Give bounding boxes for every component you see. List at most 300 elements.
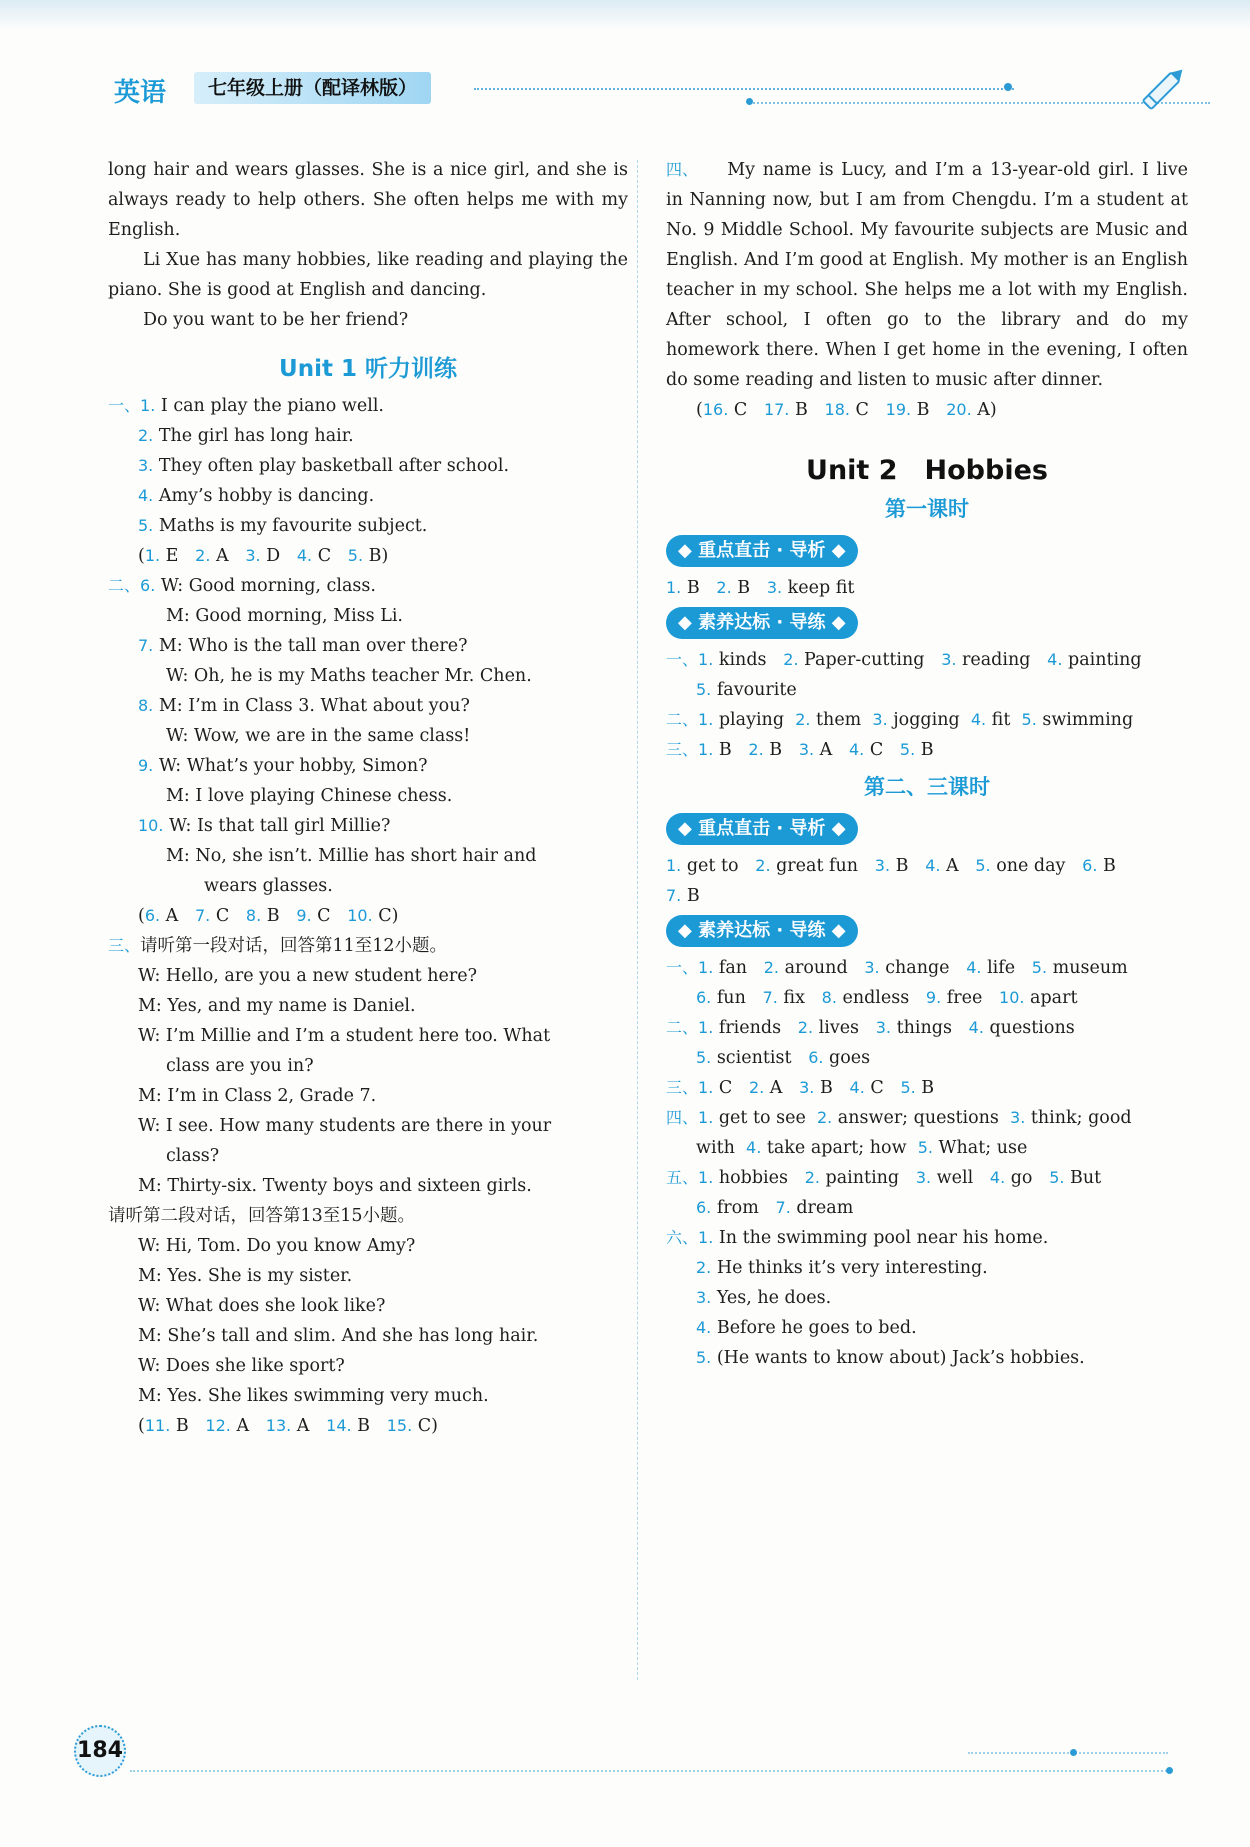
answer-number: 2. (716, 578, 732, 597)
footer-rule (130, 1770, 1170, 1772)
answer-key-row (108, 1411, 628, 1441)
answer-value: B (814, 1078, 833, 1098)
answer-number: 5. (900, 1078, 916, 1097)
answer-value: fan (713, 958, 748, 978)
answer-value: hobbies (713, 1168, 788, 1188)
answer-value: A (940, 856, 959, 876)
answer-value: B (1097, 856, 1116, 876)
answer-value: keep fit (782, 578, 855, 598)
dialogue-line: M: Who is the tall man over there? (153, 636, 468, 656)
close-paren: ) (391, 906, 399, 926)
section-label: 二、 (666, 1018, 699, 1037)
answer-value: free (941, 988, 983, 1008)
dialogue-item (108, 631, 628, 661)
item-text: Maths is my favourite subject. (153, 516, 428, 536)
open-paren: ( (138, 1416, 145, 1436)
section-label: 六、 (666, 1228, 699, 1247)
dialogue-line: M: I’m in Class 2, Grade 7. (138, 1086, 377, 1106)
section-three (108, 931, 628, 1441)
answer-value: He thinks it’s very interesting. (711, 1258, 988, 1278)
answer-value: one day (990, 856, 1066, 876)
lesson-two-three-practice (666, 953, 1188, 1373)
answer-value: B (731, 578, 751, 598)
listening-item (108, 421, 628, 451)
answer-value: C (412, 1416, 432, 1436)
footer-rule-upper (968, 1752, 1168, 1754)
answer-number: 6. (696, 1198, 712, 1217)
answer-number: 12. (205, 1416, 231, 1435)
answer-value: scientist (711, 1048, 792, 1068)
answer-value: A (814, 740, 833, 760)
answer-value: B (911, 400, 930, 420)
answer-key-row (108, 541, 628, 571)
answer-value: from (711, 1198, 759, 1218)
unit1-listening-title: Unit 1 听力训练 (279, 356, 457, 382)
close-paren: ) (989, 400, 997, 420)
intro-paragraph: long hair and wears glasses. She is a nice girl, and she is always ready to help others. She often helps me with my English. (108, 160, 628, 240)
item-text: Amy’s hobby is dancing. (153, 486, 375, 506)
answer-value: fix (777, 988, 805, 1008)
dialogue-line: W: Hello, are you a new student here? (138, 966, 477, 986)
answer-value: C (312, 546, 332, 566)
answer-row (666, 1133, 1188, 1163)
practice-pill: ◆ 素养达标 · 导练 ◆ (666, 607, 858, 639)
answer-value: B (681, 578, 700, 598)
answer-number: 5. (899, 740, 916, 759)
answer-value: them (810, 710, 862, 730)
dialogue-line: W: Oh, he is my Maths teacher Mr. Chen. (166, 666, 532, 686)
answer-number: 8. (821, 988, 837, 1007)
answer-number: 2. (696, 1258, 712, 1277)
answer-number: 9. (925, 988, 942, 1007)
answer-number: 7. (195, 906, 211, 925)
answer-number: 18. (824, 400, 850, 419)
answer-number: 4. (296, 546, 313, 565)
listening-item (108, 481, 628, 511)
pen-icon (1134, 62, 1194, 114)
intro-paragraph: Li Xue has many hobbies, like reading and playing the piano. She is good at English and dancing. (108, 250, 628, 300)
answer-value: B (351, 1416, 371, 1436)
answer-row (666, 1313, 1188, 1343)
answer-value: change (879, 958, 950, 978)
answer-value: A (764, 1078, 783, 1098)
footer-dot (1070, 1749, 1077, 1756)
answer-key-row (108, 901, 628, 931)
answer-number: 6. (696, 988, 712, 1007)
dialogue-line: wears glasses. (204, 876, 333, 896)
answer-key-row (666, 881, 1188, 911)
answer-value: fun (711, 988, 746, 1008)
answer-value: B (363, 546, 382, 566)
answer-number: 6. (1082, 856, 1098, 875)
section-label: 二、 (108, 576, 141, 595)
answer-value: B (713, 740, 732, 760)
answer-value: life (981, 958, 1016, 978)
answer-row (666, 1193, 1188, 1223)
answer-value: get to (681, 856, 739, 876)
answer-value: museum (1047, 958, 1128, 978)
answer-number: 9. (296, 906, 312, 925)
answer-number: 7. (762, 988, 778, 1007)
answer-value: think; good (1025, 1108, 1132, 1128)
answer-value: things (891, 1018, 952, 1038)
answer-value: favourite (711, 680, 797, 700)
open-paren: ( (138, 546, 145, 566)
answer-value: But (1064, 1168, 1102, 1188)
answer-number: 5. (696, 680, 712, 699)
answer-value: take apart; how (761, 1138, 907, 1158)
item-number: 5. (138, 516, 154, 535)
answer-value: B (170, 1416, 189, 1436)
section-label: 三、 (666, 1078, 699, 1097)
close-paren: ) (431, 1416, 438, 1436)
answer-number: 3. (872, 710, 888, 729)
answer-number: 2. (748, 1078, 765, 1097)
lesson-two-three-title: 第二、三课时 (864, 775, 990, 799)
answer-number: 1. (698, 1168, 714, 1187)
answer-value: questions (983, 1018, 1075, 1038)
answer-value: B (789, 400, 808, 420)
answer-key-row (666, 851, 1188, 881)
answer-value: swimming (1036, 710, 1134, 730)
dialogue-item (108, 811, 628, 841)
dialogue-line: W: I’m Millie and I’m a student here too. What (138, 1026, 551, 1046)
dialogue-line: M: No, she isn’t. Millie has short hair and (166, 846, 537, 866)
dialogue-line: M: Yes, and my name is Daniel. (138, 996, 416, 1016)
lesson-two-three-key-answers (666, 851, 1188, 911)
answer-value: B (915, 740, 934, 760)
item-number: 7. (138, 636, 154, 655)
lesson-one-title: 第一课时 (885, 497, 969, 521)
answer-value: reading (956, 650, 1031, 670)
grade-badge: 七年级上册（配译林版） (194, 72, 431, 104)
answer-number: 6. (808, 1048, 824, 1067)
answer-row (666, 1163, 1188, 1193)
answer-value: C (864, 1078, 884, 1098)
answer-number: 14. (326, 1416, 352, 1435)
answer-number: 4. (966, 958, 982, 977)
dialogue-line: M: Yes. She likes swimming very much. (138, 1386, 489, 1406)
answer-value: C (728, 400, 748, 420)
answer-value: A (210, 546, 229, 566)
dialogue-line: W: Hi, Tom. Do you know Amy? (138, 1236, 416, 1256)
answer-row (666, 1103, 1188, 1133)
answer-number: 3. (798, 740, 815, 759)
answer-number: 7. (666, 886, 682, 905)
answer-number: 1. (666, 856, 682, 875)
answer-value: Yes, he does. (711, 1288, 832, 1308)
answer-value: great fun (770, 856, 859, 876)
item-number: 10. (138, 816, 164, 835)
answer-row (666, 1043, 1188, 1073)
item-number: 4. (138, 486, 154, 505)
dialogue-line: W: Does she like sport? (138, 1356, 345, 1376)
answer-number: 5. (975, 856, 991, 875)
close-paren: ) (381, 546, 389, 566)
dialogue-item (108, 571, 628, 601)
answer-number: 3. (875, 1018, 892, 1037)
item-text: The girl has long hair. (153, 426, 354, 446)
dialogue-line: W: What’s your hobby, Simon? (153, 756, 428, 776)
answer-value: (He wants to know about) Jack’s hobbies. (711, 1348, 1085, 1368)
subject-label: 英语 (114, 78, 167, 108)
answer-number: 7. (775, 1198, 791, 1217)
listening-item (108, 391, 628, 421)
answer-row (666, 953, 1188, 983)
section-four-passage: My name is Lucy, and I’m a 13-year-old girl. I live in Nanning now, but I am from Chengdu. I’m a student at No. 9 Middle School. My favourite subjects are Music and English. And I’m good at English. My mother is an English teacher in my school. She helps me a lot with my English. After school, I often go to the library and do my homework there. When I get home in the evening, I often do some reading and listen to music after dinner. (666, 160, 1188, 390)
unit2-title: Unit 2 Hobbies (806, 455, 1048, 486)
answer-number: 1. (698, 1228, 714, 1247)
answer-number: 4. (849, 1078, 865, 1097)
dialogue-line: M: She’s tall and slim. And she has long hair. (138, 1326, 539, 1346)
answer-value: A (160, 906, 179, 926)
answer-value: B (915, 1078, 935, 1098)
answer-number: 4. (696, 1318, 712, 1337)
item-number: 1. (140, 396, 156, 415)
section-label: 五、 (666, 1168, 699, 1187)
answer-number: 1. (698, 710, 714, 729)
instruction-text: 请听第一段对话，回答第11至12小题。 (140, 936, 448, 956)
section-label: 一、 (666, 958, 699, 977)
page-header (104, 68, 1174, 110)
dialogue-line: class? (166, 1146, 220, 1166)
dialogue-line: W: Good morning, class. (155, 576, 376, 596)
answer-value: C (210, 906, 230, 926)
answer-number: 3. (941, 650, 957, 669)
answer-number: 2. (783, 650, 799, 669)
answer-number: 3. (915, 1168, 932, 1187)
dialogue-line: W: Wow, we are in the same class! (166, 726, 471, 746)
answer-row (666, 1343, 1188, 1373)
answer-row (666, 983, 1188, 1013)
answer-value: get to see (713, 1108, 806, 1128)
answer-number: 1. (666, 578, 682, 597)
section-label: 一、 (108, 396, 141, 415)
dialogue-line: M: Thirty-six. Twenty boys and sixteen girls. (138, 1176, 532, 1196)
answer-value: goes (823, 1048, 871, 1068)
section-label: 四、 (666, 160, 699, 179)
answer-number: 6. (144, 906, 161, 925)
answer-value: go (1005, 1168, 1033, 1188)
answer-number: 3. (864, 958, 880, 977)
answer-number: 19. (885, 400, 912, 419)
answer-row (666, 705, 1188, 735)
answer-number: 3. (245, 546, 261, 565)
answer-value: painting (819, 1168, 900, 1188)
answer-number: 1. (698, 1018, 714, 1037)
header-dot-lower (746, 98, 753, 105)
item-number: 3. (138, 456, 154, 475)
answer-number: 1. (698, 1108, 714, 1127)
answer-value: jogging (887, 710, 960, 730)
section-instruction (108, 931, 628, 961)
answer-value: C (849, 400, 869, 420)
answer-row (666, 1013, 1188, 1043)
answer-value: kinds (713, 650, 767, 670)
answer-number: 20. (946, 400, 972, 419)
answer-value: A (971, 400, 990, 420)
answer-number: 5. (1049, 1168, 1065, 1187)
answer-number: 3. (766, 578, 783, 597)
answer-number: 3. (1010, 1108, 1026, 1127)
answer-number: 1. (698, 650, 714, 669)
answer-number: 4. (968, 1018, 984, 1037)
answer-number: 5. (696, 1348, 712, 1367)
section-one (108, 391, 628, 571)
answer-number: 4. (849, 740, 865, 759)
section-instruction: 请听第二段对话，回答第13至15小题。 (108, 1206, 416, 1226)
answer-number: 5. (1021, 710, 1037, 729)
top-band (0, 0, 1250, 30)
item-number: 9. (138, 756, 154, 775)
answer-number: 1. (144, 546, 161, 565)
item-number: 2. (138, 426, 154, 445)
right-column (666, 155, 1188, 1373)
answer-value: answer; questions (832, 1108, 999, 1128)
item-text: They often play basketball after school. (153, 456, 510, 476)
answer-number: 1. (698, 958, 714, 977)
answer-value: endless (836, 988, 910, 1008)
answer-row (666, 1283, 1188, 1313)
answer-number: 10. (999, 988, 1025, 1007)
answer-number: 1. (698, 1078, 714, 1097)
dialogue-line: M: Good morning, Miss Li. (166, 606, 403, 626)
key-points-pill: ◆ 重点直击 · 导析 ◆ (666, 813, 858, 845)
section-label: 三、 (666, 740, 699, 759)
answer-number: 5. (1031, 958, 1048, 977)
dialogue-line: W: What does she look like? (138, 1296, 386, 1316)
answer-row (666, 1253, 1188, 1283)
answer-number: 10. (347, 906, 373, 925)
answer-number: 5. (347, 546, 364, 565)
lesson-one-key-answers (666, 573, 1188, 603)
answer-value: C (713, 1078, 733, 1098)
answer-value: well (931, 1168, 974, 1188)
answer-row (666, 645, 1188, 675)
key-points-pill: ◆ 重点直击 · 导析 ◆ (666, 535, 858, 567)
answer-number: 11. (144, 1416, 171, 1435)
answer-number: 2. (804, 1168, 820, 1187)
answer-number: 4. (746, 1138, 762, 1157)
answer-number: 2. (763, 958, 779, 977)
lesson-one-practice (666, 645, 1188, 765)
answer-value: dream (790, 1198, 854, 1218)
answer-number: 13. (265, 1416, 292, 1435)
answer-value: lives (813, 1018, 860, 1038)
answer-number: 16. (702, 400, 729, 419)
answer-value: Before he goes to bed. (711, 1318, 917, 1338)
section-label: 四、 (666, 1108, 699, 1127)
answer-value: fit (986, 710, 1011, 730)
answer-number: 4. (989, 1168, 1006, 1187)
open-paren: ( (138, 906, 145, 926)
answer-number: 2. (195, 546, 211, 565)
section-label: 二、 (666, 710, 699, 729)
section-two (108, 571, 628, 931)
answer-number: 2. (755, 856, 771, 875)
header-dot (1004, 83, 1012, 91)
answer-key-row (666, 573, 1188, 603)
dialogue-line: M: Yes. She is my sister. (138, 1266, 353, 1286)
answer-value: E (160, 546, 179, 566)
practice-pill: ◆ 素养达标 · 导练 ◆ (666, 915, 858, 947)
answer-number: 8. (245, 906, 262, 925)
answer-number: 2. (795, 710, 811, 729)
answer-value: C (311, 906, 331, 926)
page-number: 184 (74, 1725, 126, 1777)
answer-number: 15. (386, 1416, 413, 1435)
dialogue-item (108, 691, 628, 721)
item-number: 8. (138, 696, 154, 715)
answer-value: What; use (932, 1138, 1028, 1158)
answer-value: B (681, 886, 700, 906)
answer-value: apart (1024, 988, 1078, 1008)
answer-value: B (261, 906, 280, 926)
answer-number: 2. (797, 1018, 814, 1037)
answer-key-row (666, 395, 1188, 425)
answer-number: 2. (748, 740, 764, 759)
answer-continuation: with (696, 1138, 747, 1158)
answer-value: C (864, 740, 884, 760)
answer-value: B (763, 740, 783, 760)
column-divider (637, 160, 638, 1680)
answer-value: painting (1062, 650, 1142, 670)
header-rule (474, 88, 1014, 90)
answer-row (666, 735, 1188, 765)
answer-value: playing (713, 710, 785, 730)
answer-value: A (291, 1416, 310, 1436)
dialogue-line: W: Is that tall girl Millie? (163, 816, 391, 836)
item-number: 6. (140, 576, 156, 595)
footer-dot (1166, 1767, 1173, 1774)
answer-number: 3. (696, 1288, 712, 1307)
answer-value: Paper-cutting (798, 650, 925, 670)
answer-value: around (779, 958, 848, 978)
dialogue-line: class are you in? (166, 1056, 314, 1076)
answer-number: 2. (816, 1108, 833, 1127)
dialogue-line: W: I see. How many students are there in your (138, 1116, 552, 1136)
answer-number: 4. (970, 710, 987, 729)
answer-value: D (260, 546, 281, 566)
answer-number: 1. (698, 740, 714, 759)
dialogue-item (108, 751, 628, 781)
answer-row (666, 1073, 1188, 1103)
answer-row (666, 1223, 1188, 1253)
answer-number: 17. (763, 400, 790, 419)
listening-item (108, 511, 628, 541)
answer-value: B (890, 856, 909, 876)
answer-number: 4. (1047, 650, 1063, 669)
answer-number: 5. (917, 1138, 933, 1157)
answer-value: C (372, 906, 392, 926)
answer-row (666, 675, 1188, 705)
open-paren: ( (696, 400, 703, 420)
dialogue-line: M: I’m in Class 3. What about you? (153, 696, 470, 716)
section-four-answers (666, 395, 1188, 425)
left-column (108, 155, 628, 1441)
intro-paragraph: Do you want to be her friend? (143, 310, 409, 330)
answer-value: In the swimming pool near his home. (713, 1228, 1049, 1248)
answer-value: A (230, 1416, 250, 1436)
dialogue-line: M: I love playing Chinese chess. (166, 786, 453, 806)
section-label: 三、 (108, 936, 141, 955)
answer-value: friends (713, 1018, 782, 1038)
answer-number: 4. (925, 856, 941, 875)
answer-number: 3. (874, 856, 891, 875)
section-four-row (666, 155, 1188, 185)
listening-item (108, 451, 628, 481)
answer-number: 3. (799, 1078, 815, 1097)
